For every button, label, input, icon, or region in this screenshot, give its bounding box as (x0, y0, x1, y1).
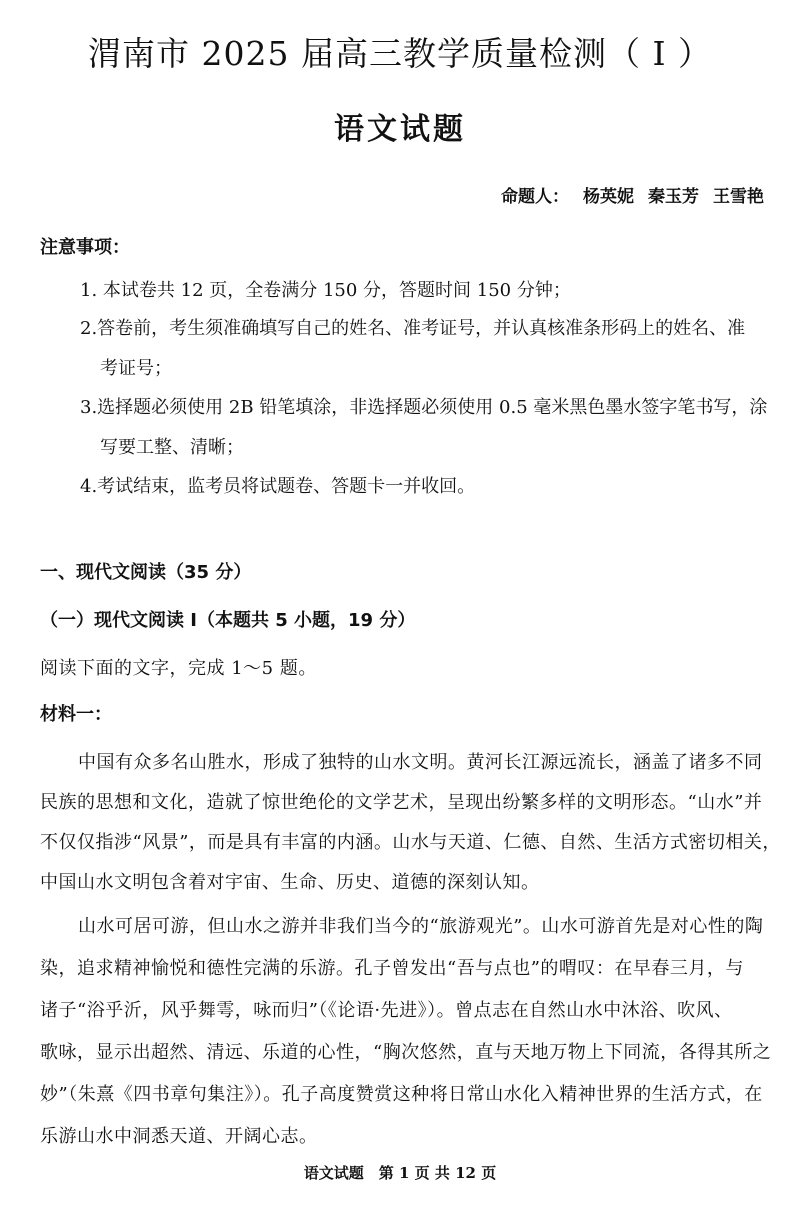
notice-item: 3.选择题必须使用 2B 铅笔填涂，非选择题必须使用 0.5 毫米黑色墨水签字笔书写，涂 (80, 397, 768, 418)
notice-item: 1. 本试卷共 12 页，全卷满分 150 分，答题时间 150 分钟； (80, 280, 571, 301)
material-label: 材料一： (40, 704, 112, 725)
passage-line: 乐游山水中洞悉天道、开阔心志。 (40, 1126, 318, 1147)
passage-line: 染，追求精神愉悦和德性完满的乐游。孔子曾发出“吾与点也”的喟叹：在早春三月，与 (40, 958, 744, 979)
notice-item: 2.答卷前，考生须准确填写自己的姓名、准考证号，并认真核准条形码上的姓名、准 (80, 318, 746, 339)
authors-label: 命题人： (501, 187, 569, 207)
author-name: 杨英妮 (583, 187, 634, 207)
passage-line: 山水可居可游，但山水之游并非我们当今的“旅游观光”。山水可游首先是对心性的陶 (78, 916, 764, 937)
author-name: 王雪艳 (713, 187, 764, 207)
instruction: 阅读下面的文字，完成 1～5 题。 (40, 658, 317, 679)
passage-line: 中国山水文明包含着对宇宙、生命、历史、道德的深刻认知。 (40, 872, 540, 893)
page-footer: 语文试题 第 1 页 共 12 页 (303, 1164, 497, 1182)
authors-line (497, 182, 764, 207)
exam-title: 渭南市 2025 届高三教学质量检测（ I ） (88, 34, 712, 73)
subsection-heading: （一）现代文阅读 I（本题共 5 小题，19 分） (40, 610, 416, 631)
passage-line: 诸子“浴乎沂，风乎舞雩，咏而归”（《论语·先进》）。曾点志在自然山水中沐浴、吹风、 (40, 1000, 733, 1021)
notice-item: 4.考试结束，监考员将试题卷、答题卡一并收回。 (80, 476, 476, 497)
passage-line: 歌咏，显示出超然、清远、乐道的心性，“胸次悠然，直与天地万物上下同流，各得其所之 (40, 1042, 772, 1063)
passage-line: 中国有众多名山胜水，形成了独特的山水文明。黄河长江源远流长，涵盖了诸多不同 (78, 752, 763, 773)
section-heading: 一、现代文阅读（35 分） (40, 562, 252, 583)
notice-heading: 注意事项： (40, 237, 130, 258)
passage-line: 妙”（朱熹《四书章句集注》）。孔子高度赞赏这种将日常山水化入精神世界的生活方式，在 (40, 1084, 763, 1105)
subject-title: 语文试题 (334, 112, 466, 147)
notice-item: 写要工整、清晰； (100, 437, 244, 458)
passage-line: 民族的思想和文化，造就了惊世绝伦的文学艺术，呈现出纷繁多样的文明形态。“山水”并 (40, 792, 763, 813)
author-name: 秦玉芳 (648, 187, 699, 207)
passage-line: 不仅仅指涉“风景”，而是具有丰富的内涵。山水与天道、仁德、自然、生活方式密切相关， (40, 832, 781, 853)
notice-item: 考证号； (100, 358, 172, 379)
